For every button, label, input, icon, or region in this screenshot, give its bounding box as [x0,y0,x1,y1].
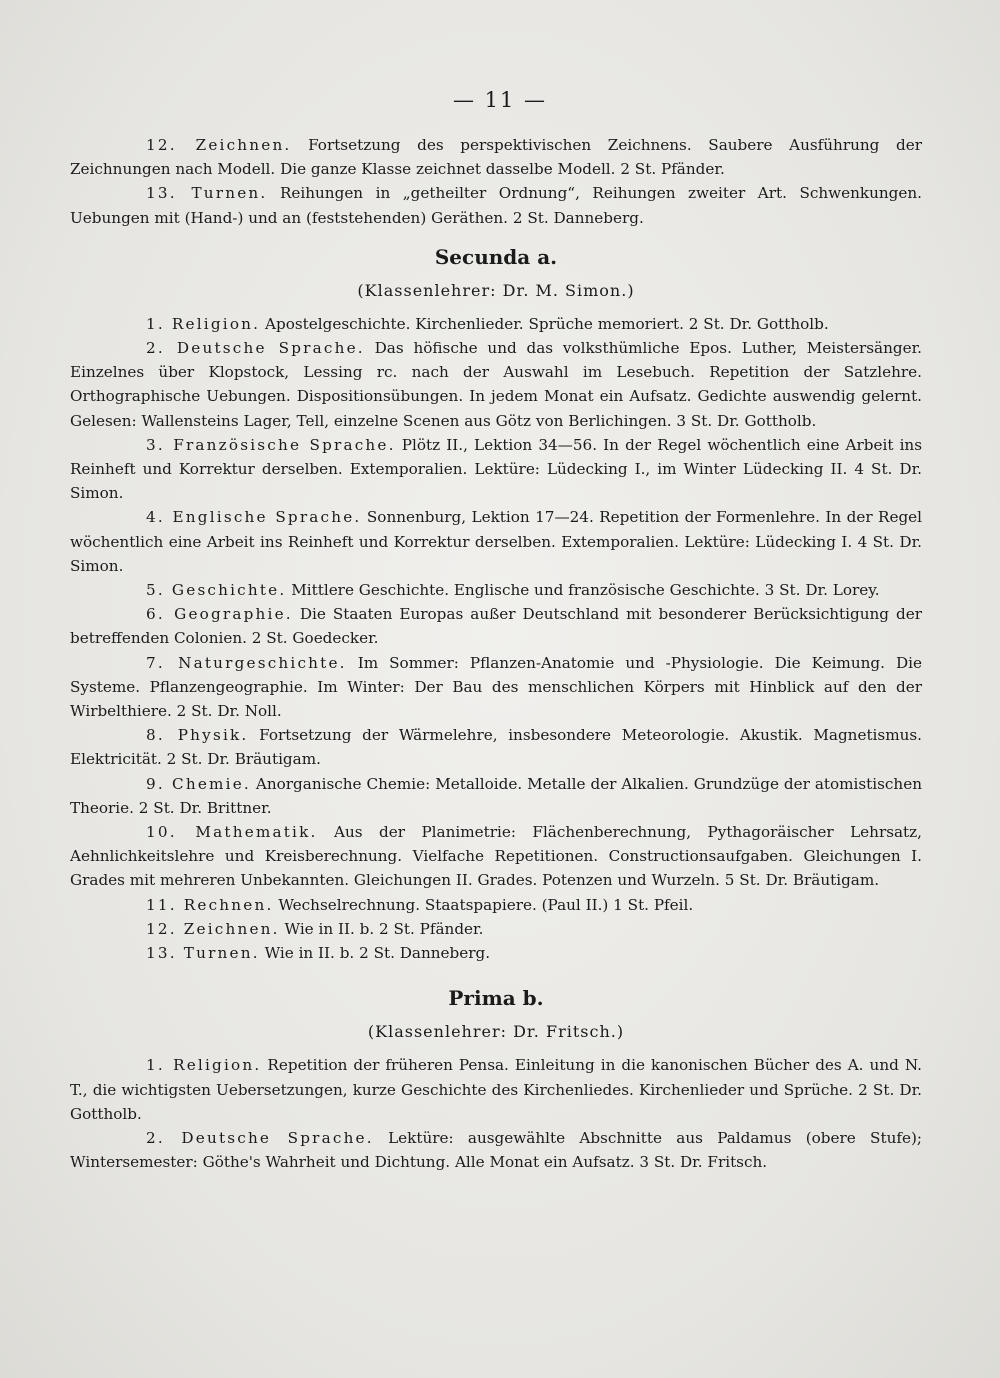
paragraph-turnen-2 [70,941,922,965]
paragraph-mathematik [70,820,922,893]
page-number: — 11 — [452,88,548,112]
class-teacher: (Klassenlehrer: Dr. M. Simon.) [357,280,635,300]
paragraph-zeichnen-2 [70,917,922,941]
subject-text: Die Staaten Europas außer Deutschland mit besonderer Berücksichtigung der betreffenden Colonien. 2 St. Goedecker. [70,605,922,648]
subject-text: Repetition der früheren Pensa. Einleitung in die kanonischen Bücher des A. und N. T., die wichtigsten Uebersetzungen, kurze Geschichte des Kirchenliedes. Kirchenlieder und Sprüche. 2 St. Dr. Gottholb. [70,1056,922,1123]
subject-label: 13. Turnen. [146,944,260,963]
section-heading: Secunda a. [434,244,558,269]
paragraph-physik [70,723,922,771]
document-body [70,133,922,1174]
class-teacher: (Klassenlehrer: Dr. Fritsch.) [367,1022,625,1042]
subject-label: 2. Deutsche Sprache. [146,1128,374,1147]
subject-text: Fortsetzung des perspektivischen Zeichnens. Saubere Ausführung der Zeichnungen nach Modell. Die ganze Klasse zeichnet dasselbe Modell. 2 St. Pfänder. [70,136,922,179]
paragraph-geschichte [70,578,922,602]
subject-text: Plötz II., Lektion 34—56. In der Regel wöchentlich eine Arbeit ins Reinheft und Korrektur derselben. Extemporalien. Lektüre: Lüdecking I., im Winter Lüdecking II. 4 St. Dr. Simon. [70,435,923,503]
subject-text: Mittlere Geschichte. Englische und französische Geschichte. 3 St. Dr. Lorey. [291,581,880,600]
subject-label: 6. Geographie. [146,605,293,624]
subject-text: Anorganische Chemie: Metalloide. Metalle der Alkalien. Grundzüge der atomistischen Theorie. 2 St. Dr. Brittner. [70,774,922,817]
subject-label: 1. Religion. [146,314,261,333]
paragraph-deutsch [70,336,922,433]
paragraph-englisch [70,505,922,578]
subject-label: 10. Mathematik. [146,823,318,842]
subject-label: 7. Naturgeschichte. [146,653,347,672]
subject-text: Wechselrechnung. Staatspapiere. (Paul II.) 1 St. Pfeil. [278,895,694,914]
subject-text: Sonnenburg, Lektion 17—24. Repetition der Formenlehre. In der Regel wöchentlich eine Arbeit ins Reinheft und Korrektur derselben. Extemporalien. Lektüre: Lüdecking I. 4 St. Dr. Simon. [70,508,923,575]
section-continuation [70,133,922,230]
subject-label: 4. Englische Sprache. [146,508,362,527]
paragraph-franzoesisch [70,433,922,506]
paragraph-turnen [70,181,922,229]
subject-label: 5. Geschichte. [146,581,287,600]
subject-text: Reihungen in „getheilter Ordnung“, Reihungen zweiter Art. Schwenkungen. Uebungen mit (Hand-) und an (feststehenden) Geräthen. 2 St. Danneberg. [70,184,923,227]
subject-label: 9. Chemie. [146,774,251,793]
subject-text: Im Sommer: Pflanzen-Anatomie und -Physiologie. Die Keimung. Die Systeme. Pflanzengeographie. Im Winter: Der Bau des menschlichen Körpers mit Hinblick auf den der Wirbelthiere. 2 St. Dr. Noll. [70,653,923,721]
paragraph-deutsch-prima [70,1126,922,1174]
section-prima-b [70,983,922,1174]
subject-text: Aus der Planimetrie: Flächenberechnung, Pythagoräischer Lehrsatz, Aehnlichkeitslehre und Kreisberechnung. Vielfache Repetitionen. Constructionsaufgaben. Gleichungen I. Grades mit mehreren Unbekannten. Gleichungen II. Grades. Potenzen und Wurzeln. 5 St. Dr. Bräutigam. [70,823,922,890]
paragraph-geographie [70,602,922,650]
subject-label: 3. Französische Sprache. [146,435,396,454]
paragraph-rechnen [70,893,922,917]
subject-label: 12. Zeichnen. [146,136,292,154]
paragraph-religion [70,312,922,336]
paragraph-religion-prima [70,1053,922,1126]
subject-text: Wie in II. b. 2 St. Pfänder. [284,919,484,938]
subject-label: 13. Turnen. [146,184,268,203]
section-secunda-a [70,242,922,965]
subject-label: 12. Zeichnen. [146,919,280,938]
subject-label: 2. Deutsche Sprache. [146,339,365,358]
subject-label: 1. Religion. [146,1056,262,1075]
section-heading: Prima b. [448,986,544,1011]
subject-text: Apostelgeschichte. Kirchenlieder. Sprüche memoriert. 2 St. Dr. Gottholb. [265,314,829,333]
subject-label: 11. Rechnen. [146,895,274,914]
paragraph-naturgeschichte [70,651,922,724]
subject-text: Fortsetzung der Wärmelehre, insbesondere Meteorologie. Akustik. Magnetismus. Elektricität. 2 St. Dr. Bräutigam. [70,726,923,769]
subject-text: Das höfische und das volksthümliche Epos. Luther, Meistersänger. Einzelnes über Klopstock, Lessing rc. nach der Auswahl im Lesebuch. Repetition der Satzlehre. Orthographische Uebungen. Dispositionsübungen. In jedem Monat ein Aufsatz. Gedichte auswendig gelernt. Gelesen: Wallensteins Lager, Tell, einzelne Scenen aus Götz von Berlichingen. 3 St. Dr. Gottholb. [70,339,923,430]
subject-text: Lektüre: ausgewählte Abschnitte aus Paldamus (obere Stufe); Wintersemester: Göthe's Wahrheit und Dichtung. Alle Monat ein Aufsatz. 3 St. Dr. Fritsch. [70,1128,922,1172]
paragraph-chemie [70,772,922,820]
paragraph-zeichnen [70,133,922,181]
subject-text: Wie in II. b. 2 St. Danneberg. [264,944,491,963]
subject-label: 8. Physik. [146,726,249,745]
